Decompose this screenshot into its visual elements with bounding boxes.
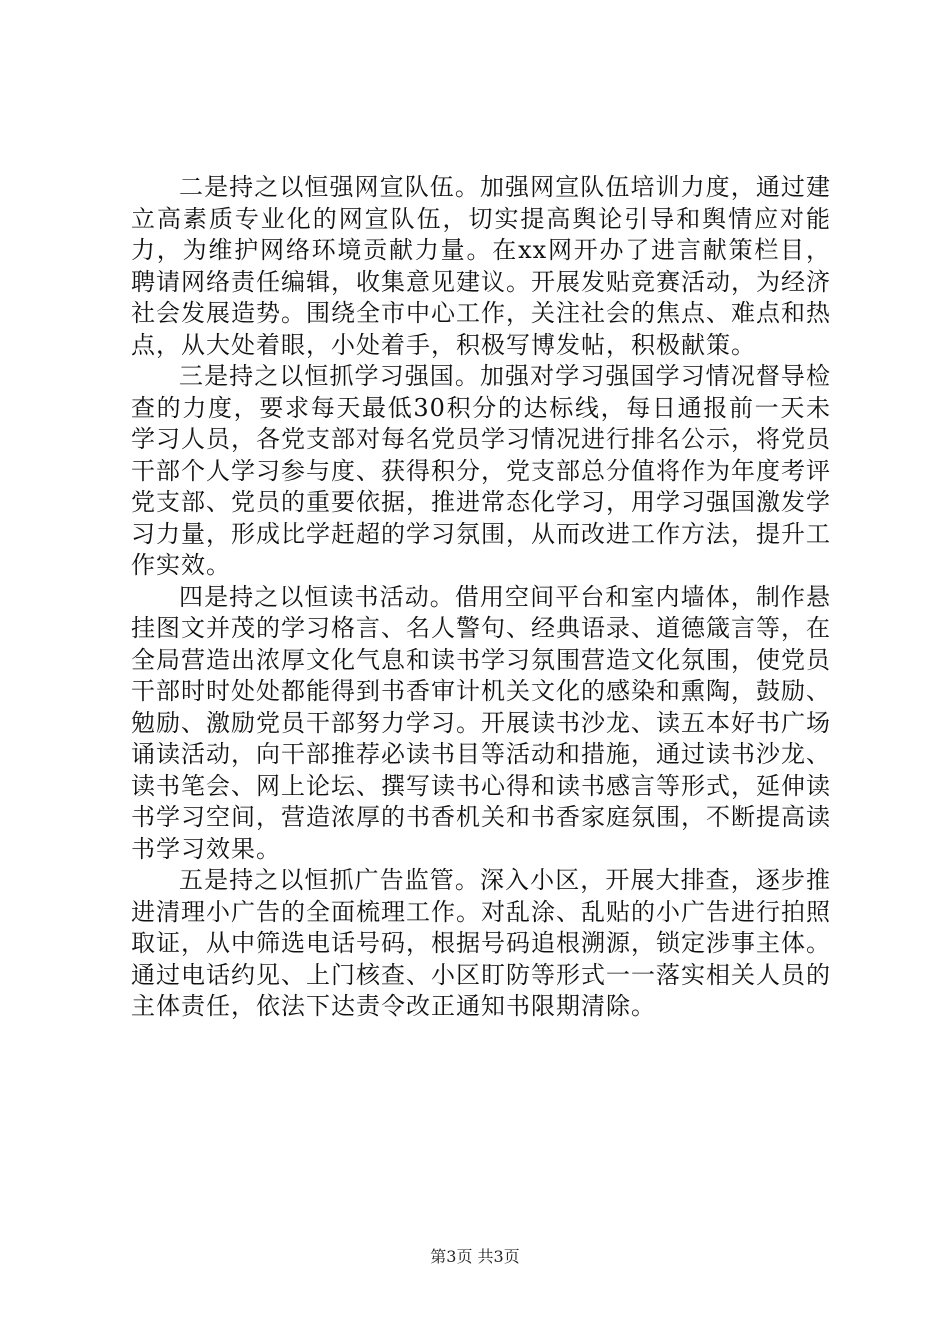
paragraph-reading-activity: 四是持之以恒读书活动。借用空间平台和室内墙体，制作悬挂图文并茂的学习格言、名人警句、经典语录、道德箴言等，在全局营造出浓厚文化气息和读书学习氛围营造文化氛围，使党员干部时时处处都能得到书香审计机关文化的感染和熏陶，鼓励、勉励、激励党员干部努力学习。开展读书沙龙、读五本好书广场诵读活动，向干部推荐必读书目等活动和措施，通过读书沙龙、读书笔会、网上论坛、撰写读书心得和读书感言等形式，延伸读书学习空间，营造浓厚的书香机关和书香家庭氛围，不断提高读书学习效果。	[131, 582, 831, 863]
paragraph-network-propaganda: 二是持之以恒强网宣队伍。加强网宣队伍培训力度，通过建立高素质专业化的网宣队伍，切实提高舆论引导和舆情应对能力，为维护网络环境贡献力量。在xx网开办了进言献策栏目，聘请网络责任编辑，收集意见建议。开展发贴竞赛活动，为经济社会发展造势。围绕全市中心工作，关注社会的焦点、难点和热点，从大处着眼，小处着手，积极写博发帖，积极献策。	[131, 173, 831, 359]
paragraph-advertising-supervision: 五是持之以恒抓广告监管。深入小区，开展大排查，逐步推进清理小广告的全面梳理工作。对乱涂、乱贴的小广告进行拍照取证，从中筛选电话号码，根据号码追根溯源，锁定涉事主体。通过电话约见、上门核查、小区盯防等形式一一落实相关人员的主体责任，依法下达责令改正通知书限期清除。	[131, 866, 831, 1020]
page-number-footer: 第3页 共3页	[430, 1247, 520, 1266]
paragraph-study-platform: 三是持之以恒抓学习强国。加强对学习强国学习情况督导检查的力度，要求每天最低30积分的达标线，每日通报前一天未学习人员，各党支部对每名党员学习情况进行排名公示，将党员干部个人学习参与度、获得积分，党支部总分值将作为年度考评党支部、党员的重要依据，推进常态化学习，用学习强国激发学习力量，形成比学赶超的学习氛围，从而改进工作方法，提升工作实效。	[131, 362, 831, 579]
document-body	[131, 172, 831, 1023]
